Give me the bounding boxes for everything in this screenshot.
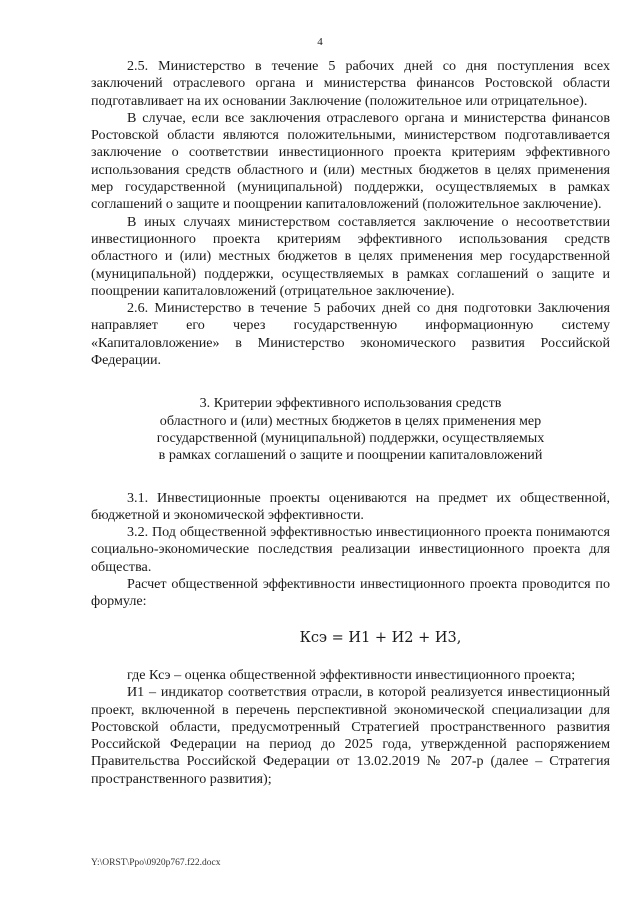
paragraph-formula-legend: где Ксэ – оценка общественной эффективности инвестиционного проекта; (127, 666, 576, 683)
paragraph-positive-conclusion: В случае, если все заключения отраслевого органа и министерства финансов Ростовской области являются положительными, министерством подготавливается заключение о соответствии инвестиционного проекта критериям эффективного использования средств областного и (или) местных бюджетов в целях применения мер государственной (муниципальной) поддержки, осуществляемых в рамках соглашений о защите и поощрении капиталовложений (положительное заключение). (91, 109, 610, 213)
formula: Ксэ = И1 + И2 + И3, (299, 629, 462, 646)
paragraph-3-2: 3.2. Под общественной эффективностью инвестиционного проекта понимаются социально-экономические последствия реализации инвестиционного проекта для общества. (91, 524, 610, 575)
heading-line-1: 3. Критерии эффективного использования средств (199, 395, 502, 412)
paragraph-2-5: 2.5. Министерство в течение 5 рабочих дней со дня поступления всех заключений отраслевого органа и министерства финансов Ростовской области подготавливает на их основании Заключение (положительное или отрицательное). (91, 58, 610, 109)
paragraph-negative-conclusion: В иных случаях министерством составляется заключение о несоответствии инвестиционного проекта критериям эффективного использования средств областного и (или) местных бюджетов в целях применения мер государственной (муниципальной) поддержки, осуществляемых в рамках соглашений о защите и поощрении капиталовложений (отрицательное заключение). (91, 213, 610, 299)
heading-line-4: в рамках соглашений о защите и поощрении капиталовложений (158, 447, 543, 464)
heading-line-3: государственной (муниципальной) поддержки, осуществляемых (156, 429, 545, 446)
heading-line-2: областного и (или) местных бюджетов в целях применения мер (159, 412, 542, 429)
paragraph-indicator-i1: И1 – индикатор соответствия отрасли, в которой реализуется инвестиционный проект, включенной в перечень перспективной экономической специализации для Ростовской области, предусмотренный Стратегией пространственного развития Российской Федерации на период до 2025 года, утвержденной распоряжением Правительства Российской Федерации от 13.02.2019 № 207-р (далее – Стратегия пространственного развития); (91, 684, 610, 787)
paragraph-formula-intro: Расчет общественной эффективности инвестиционного проекта проводится по формуле: (91, 576, 610, 610)
document-body (91, 58, 610, 788)
paragraph-3-1: 3.1. Инвестиционные проекты оцениваются на предмет их общественной, бюджетной и экономической эффективности. (91, 489, 610, 523)
section-3-heading (91, 395, 610, 464)
page-number: 4 (317, 36, 323, 48)
paragraph-2-6: 2.6. Министерство в течение 5 рабочих дней со дня подготовки Заключения направляет его через государственную информационную систему «Капиталовложение» в Министерство экономического развития Российской Федерации. (91, 300, 610, 369)
file-path-footer: Y:\ORST\Ppo\0920p767.f22.docx (91, 858, 221, 868)
